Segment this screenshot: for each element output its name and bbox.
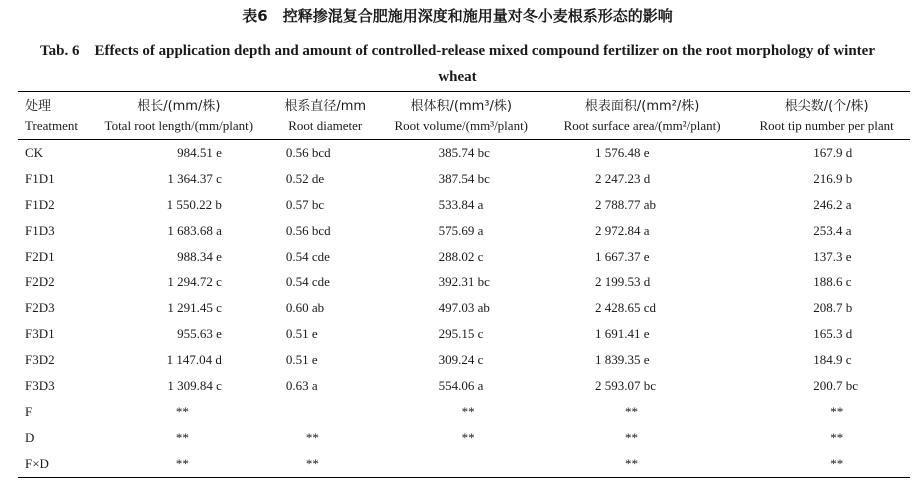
- value-cell: 0.56 bcd: [285, 222, 331, 238]
- treatment-cell: F: [25, 403, 33, 419]
- value-cell: 0.51 e: [285, 326, 318, 342]
- value-cell: **: [175, 455, 189, 471]
- value-cell: 2 247.23 d: [594, 170, 651, 186]
- value-cell: 2 593.07 bc: [594, 377, 656, 393]
- treatment-cell: F2D3: [25, 300, 55, 316]
- header-treatment: 处理 Treatment: [25, 99, 78, 133]
- value-cell: **: [175, 429, 189, 445]
- treatment-cell: F3D3: [25, 377, 55, 393]
- value-cell: 1 683.68 a: [167, 222, 222, 238]
- value-cell: **: [830, 403, 844, 419]
- treatment-cell: F2D1: [25, 248, 55, 264]
- value-cell: 188.6 c: [813, 274, 852, 290]
- value-cell: 0.57 bc: [285, 196, 325, 212]
- table-row: [18, 244, 910, 270]
- value-cell: **: [461, 403, 475, 419]
- treatment-cell: F3D1: [25, 326, 55, 342]
- value-cell: 0.54 cde: [285, 274, 330, 290]
- table-row: [18, 192, 910, 218]
- table-row: [18, 425, 910, 451]
- value-cell: 246.2 a: [813, 196, 852, 212]
- value-cell: 288.02 c: [438, 248, 484, 264]
- value-cell: 2 428.65 cd: [594, 300, 656, 316]
- root-morphology-table: [18, 91, 910, 478]
- table-title-cn: 表6 控释掺混复合肥施用深度和施用量对冬小麦根系形态的影响: [242, 7, 673, 25]
- value-cell: 392.31 bc: [438, 274, 490, 290]
- header-root-tip-number: 根尖数/(个/株) Root tip number per plant: [759, 99, 894, 133]
- value-cell: 137.3 e: [813, 248, 852, 264]
- header-root-surface-area: 根表面积/(mm²/株) Root surface area/(mm²/plant): [563, 99, 721, 133]
- value-cell: 2 788.77 ab: [594, 196, 656, 212]
- header-root-length: 根长/(mm/株) Total root length/(mm/plant): [104, 99, 254, 133]
- value-cell: 295.15 c: [438, 326, 484, 342]
- table-row: [18, 399, 910, 425]
- value-cell: 0.54 cde: [285, 248, 330, 264]
- value-cell: 1 667.37 e: [594, 248, 650, 264]
- treatment-cell: F1D3: [25, 222, 55, 238]
- treatment-cell: F1D2: [25, 196, 55, 212]
- value-cell: 385.74 bc: [438, 144, 490, 160]
- value-cell: 0.63 a: [285, 377, 318, 393]
- value-cell: **: [461, 429, 475, 445]
- treatment-cell: F2D2: [25, 274, 55, 290]
- value-cell: 1 291.45 c: [167, 300, 222, 316]
- value-cell: 0.51 e: [285, 352, 318, 368]
- value-cell: **: [830, 429, 844, 445]
- value-cell: 0.56 bcd: [285, 144, 331, 160]
- header-row: [18, 92, 910, 140]
- value-cell: 167.9 d: [813, 144, 853, 160]
- value-cell: 955.63 e: [177, 326, 222, 342]
- treatment-cell: F×D: [25, 455, 49, 471]
- value-cell: 1 691.41 e: [594, 326, 650, 342]
- table-row: [18, 166, 910, 192]
- table-row: [18, 218, 910, 244]
- value-cell: **: [305, 455, 319, 471]
- value-cell: 216.9 b: [813, 170, 853, 186]
- value-cell: 1 147.04 d: [166, 352, 222, 368]
- treatment-cell: F1D1: [25, 170, 55, 186]
- value-cell: 2 199.53 d: [594, 274, 651, 290]
- value-cell: 1 294.72 c: [167, 274, 222, 290]
- table-row: [18, 140, 910, 166]
- value-cell: 984.51 e: [177, 144, 222, 160]
- value-cell: 253.4 a: [813, 222, 852, 238]
- value-cell: 2 972.84 a: [594, 222, 650, 238]
- value-cell: 1 839.35 e: [594, 352, 650, 368]
- value-cell: 497.03 ab: [438, 300, 490, 316]
- value-cell: 1 550.22 b: [166, 196, 222, 212]
- value-cell: 0.52 de: [285, 170, 325, 186]
- value-cell: 1 309.84 c: [167, 377, 222, 393]
- treatment-cell: CK: [25, 144, 44, 160]
- value-cell: 1 576.48 e: [594, 144, 650, 160]
- table-row: [18, 321, 910, 347]
- value-cell: 200.7 bc: [813, 377, 859, 393]
- treatment-cell: D: [25, 429, 35, 445]
- value-cell: **: [624, 455, 638, 471]
- table-row: [18, 373, 910, 399]
- table-row: [18, 295, 910, 321]
- value-cell: [382, 451, 541, 477]
- table-title-en: Tab. 6 Effects of application depth and amount of controlled-release mixed compound fertilizer on the root morphology of winter wheat: [40, 43, 875, 85]
- header-root-volume: 根体积/(mm³/株) Root volume/(mm³/plant): [394, 99, 529, 133]
- value-cell: 533.84 a: [438, 196, 484, 212]
- value-cell: **: [624, 429, 638, 445]
- value-cell: **: [624, 403, 638, 419]
- value-cell: 575.69 a: [438, 222, 484, 238]
- treatment-cell: F3D2: [25, 352, 55, 368]
- value-cell: 554.06 a: [438, 377, 484, 393]
- table-row: [18, 269, 910, 295]
- value-cell: 309.24 c: [438, 352, 484, 368]
- value-cell: **: [305, 429, 319, 445]
- header-root-diameter: 根系直径/mm Root diameter: [284, 99, 367, 133]
- value-cell: **: [830, 455, 844, 471]
- value-cell: 387.54 bc: [438, 170, 490, 186]
- value-cell: 0.60 ab: [285, 300, 325, 316]
- value-cell: 165.3 d: [813, 326, 853, 342]
- table-row: [18, 347, 910, 373]
- value-cell: **: [175, 403, 189, 419]
- value-cell: 988.34 e: [177, 248, 222, 264]
- value-cell: [269, 399, 382, 425]
- table-row: [18, 451, 910, 477]
- value-cell: 184.9 c: [813, 352, 852, 368]
- value-cell: 1 364.37 c: [167, 170, 222, 186]
- value-cell: 208.7 b: [813, 300, 853, 316]
